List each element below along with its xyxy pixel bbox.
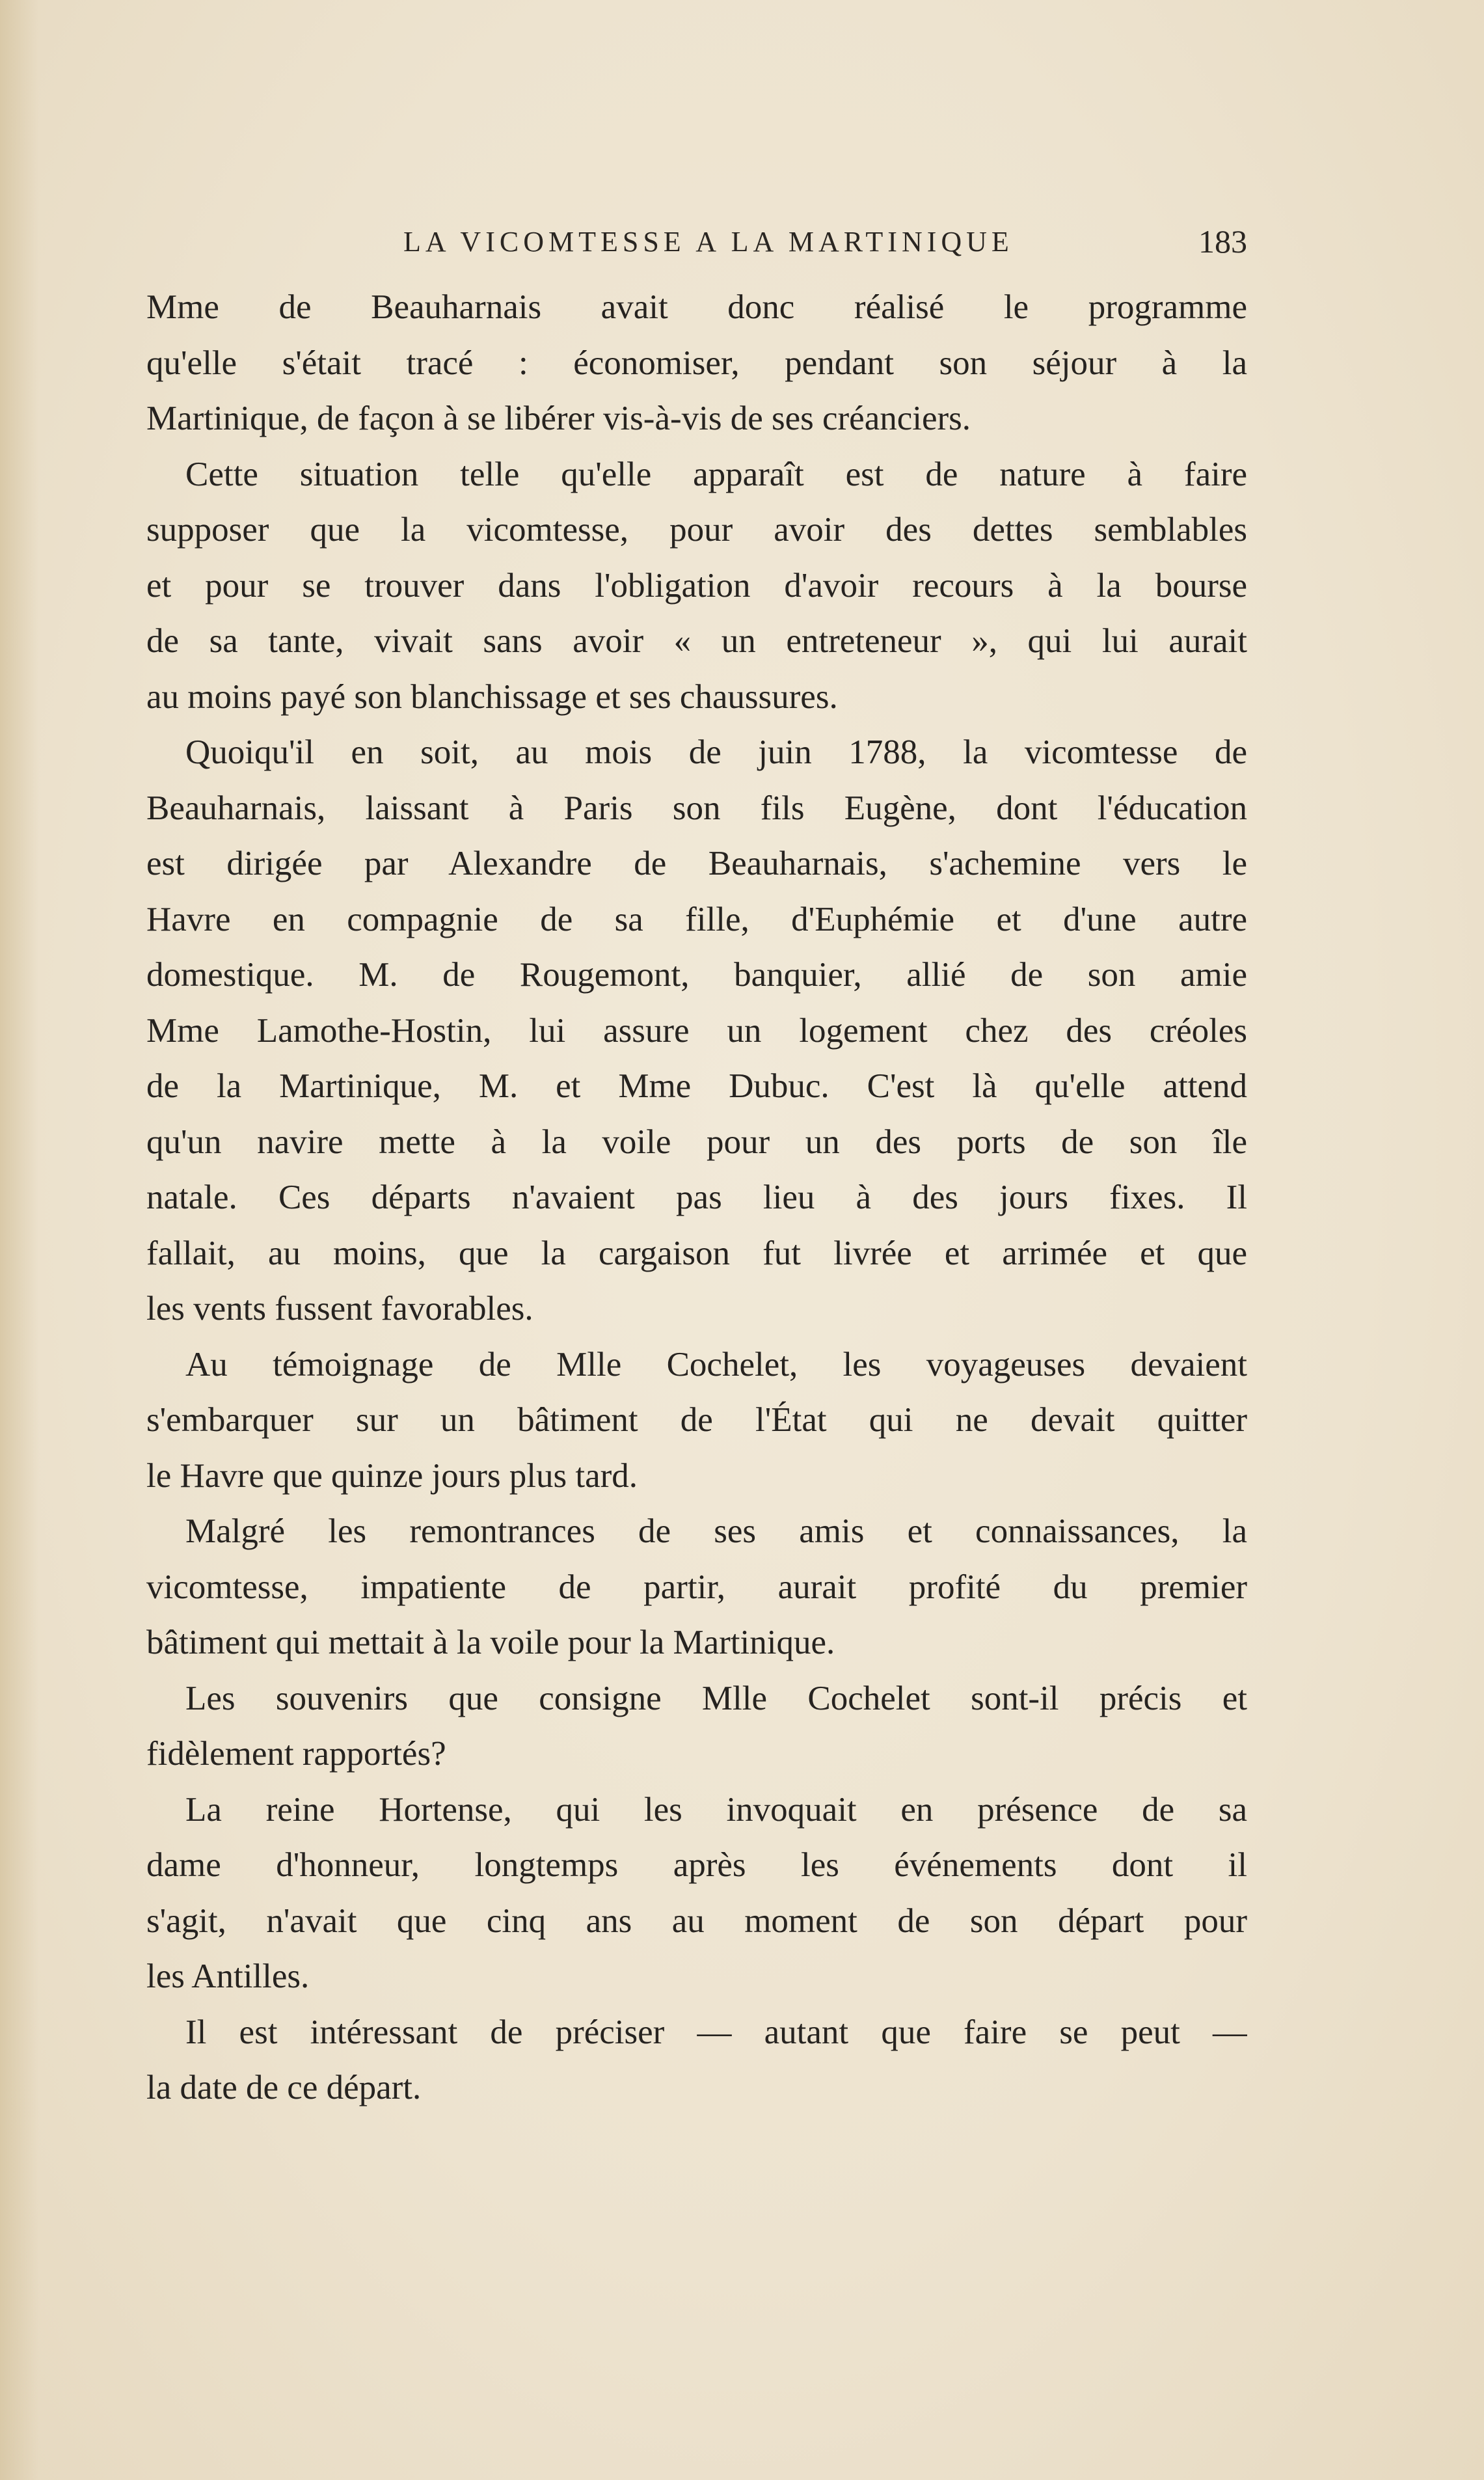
text-line: Havre en compagnie de sa fille, d'Euphémie et d'une autre [146, 900, 1247, 938]
text-line: s'embarquer sur un bâtiment de l'État qui ne devait quitter [146, 1401, 1247, 1439]
page-edge-shadow [0, 0, 39, 2480]
body-text [146, 280, 1247, 2116]
text-line: de sa tante, vivait sans avoir « un entreteneur », qui lui aurait [146, 622, 1247, 660]
text-line: natale. Ces départs n'avaient pas lieu à des jours fixes. Il [146, 1179, 1247, 1216]
text-line: La reine Hortense, qui les invoquait en présence de sa [185, 1790, 1247, 1829]
text-line: de la Martinique, M. et Mme Dubuc. C'est là qu'elle attend [146, 1067, 1247, 1105]
text-line: fallait, au moins, que la cargaison fut livrée et arrimée et que [146, 1234, 1247, 1272]
text-line: domestique. M. de Rougemont, banquier, allié de son amie [146, 956, 1247, 994]
text-line: Martinique, de façon à se libérer vis-à-vis de ses créanciers. [146, 400, 971, 437]
text-line: Beauharnais, laissant à Paris son fils Eugène, dont l'éducation [146, 789, 1247, 827]
text-line: Malgré les remontrances de ses amis et connaissances, la [185, 1512, 1247, 1550]
text-line: Les souvenirs que consigne Mlle Cochelet sont-il précis et [185, 1679, 1247, 1717]
text-line: est dirigée par Alexandre de Beauharnais, s'achemine vers le [146, 845, 1247, 882]
text-line: au moins payé son blanchissage et ses chaussures. [146, 677, 838, 716]
text-line: Au témoignage de Mlle Cochelet, les voyageuses devaient [185, 1345, 1247, 1383]
text-line: les Antilles. [146, 1957, 310, 1995]
text-line: qu'elle s'était tracé : économiser, pendant son séjour à la [146, 344, 1247, 382]
text-line: dame d'honneur, longtemps après les événements dont il [146, 1846, 1247, 1884]
text-line: Cette situation telle qu'elle apparaît est de nature à faire [185, 455, 1247, 493]
text-line: Mme de Beauharnais avait donc réalisé le programme [146, 288, 1247, 326]
text-line: bâtiment qui mettait à la voile pour la Martinique. [146, 1624, 835, 1661]
running-head [146, 220, 1247, 266]
text-line: les vents fussent favorables. [146, 1290, 533, 1328]
text-line: le Havre que quinze jours plus tard. [146, 1456, 638, 1495]
page-number: 183 [1198, 223, 1247, 260]
text-line: la date de ce départ. [146, 2069, 422, 2106]
text-line: Quoiqu'il en soit, au mois de juin 1788, la vicomtesse de [185, 733, 1247, 771]
text-line: et pour se trouver dans l'obligation d'avoir recours à la bourse [146, 566, 1247, 605]
text-line: vicomtesse, impatiente de partir, aurait profité du premier [146, 1568, 1247, 1606]
text-line: supposer que la vicomtesse, pour avoir des dettes semblables [146, 511, 1247, 549]
text-line: Mme Lamothe-Hostin, lui assure un logement chez des créoles [146, 1011, 1247, 1050]
text-line: s'agit, n'avait que cinq ans au moment de son départ pour [146, 1901, 1247, 1940]
text-line: Il est intéressant de préciser — autant que faire se peut — [185, 2013, 1247, 2051]
text-line: qu'un navire mette à la voile pour un des ports de son île [146, 1123, 1247, 1161]
running-title: LA VICOMTESSE A LA MARTINIQUE [403, 226, 1014, 258]
text-line: fidèlement rapportés? [146, 1735, 446, 1773]
